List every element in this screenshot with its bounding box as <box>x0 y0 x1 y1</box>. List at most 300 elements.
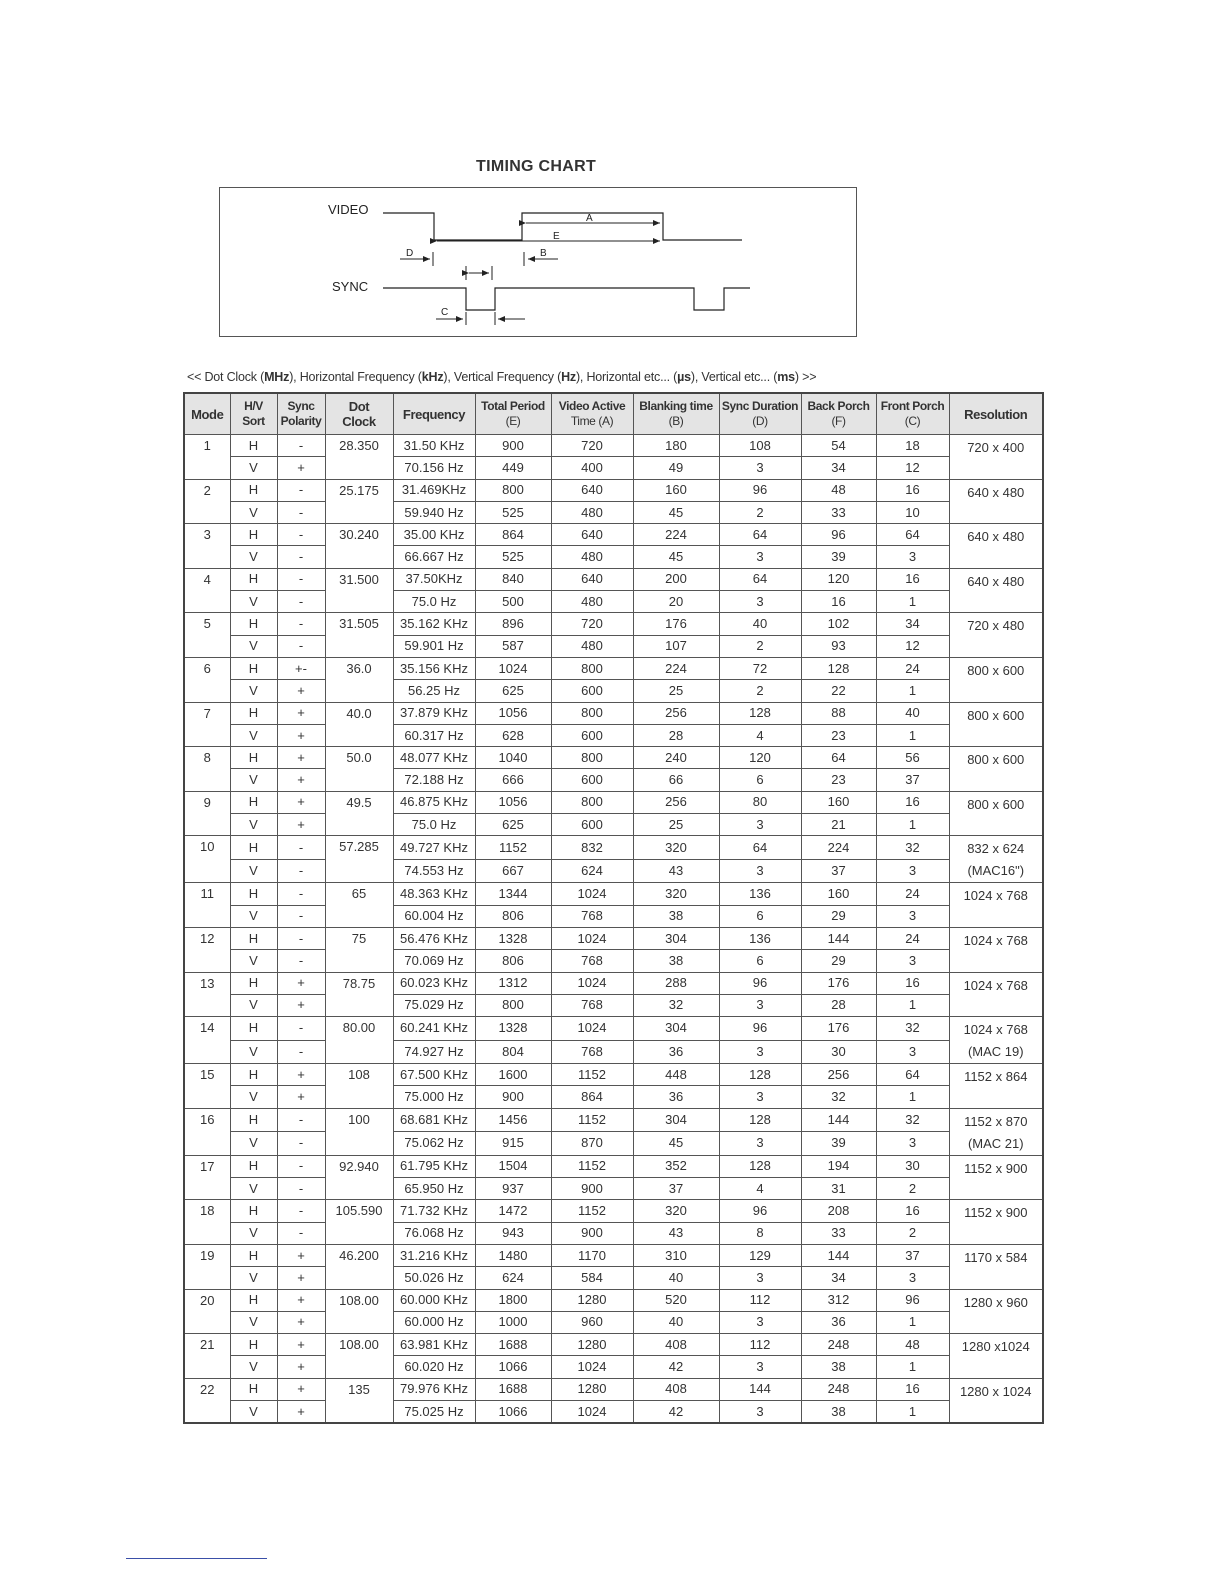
blanking-time-cell: 408 <box>633 1334 719 1356</box>
blanking-time-cell: 42 <box>633 1356 719 1378</box>
blanking-time-cell: 40 <box>633 1311 719 1333</box>
hv-sort-cell: V <box>230 814 277 836</box>
video-active-cell: 1280 <box>551 1289 633 1311</box>
header-hv-sort: H/V Sort <box>230 393 277 435</box>
sync-polarity-cell: + <box>277 1400 325 1423</box>
video-active-cell: 480 <box>551 635 633 657</box>
total-period-cell: 1066 <box>475 1400 551 1423</box>
hv-sort-cell: V <box>230 1400 277 1423</box>
back-porch-cell: 30 <box>801 1040 876 1064</box>
back-porch-cell: 22 <box>801 680 876 702</box>
blanking-time-cell: 310 <box>633 1244 719 1266</box>
dot-clock-cell: 31.500 <box>325 568 393 613</box>
blanking-time-cell: 176 <box>633 613 719 635</box>
resolution-cell <box>949 1064 1043 1109</box>
video-label: VIDEO <box>328 202 369 217</box>
blanking-time-cell: 107 <box>633 635 719 657</box>
back-porch-cell: 29 <box>801 905 876 927</box>
resolution-cell <box>949 524 1043 569</box>
total-period-cell: 1312 <box>475 972 551 994</box>
frequency-cell: 35.162 KHz <box>393 613 475 635</box>
hv-sort-cell: H <box>230 1200 277 1222</box>
sync-duration-cell: 136 <box>719 927 801 949</box>
dot-clock-cell: 31.505 <box>325 613 393 658</box>
total-period-cell: 840 <box>475 568 551 590</box>
hv-sort-cell: H <box>230 1289 277 1311</box>
resolution-line: 640 x 480 <box>967 484 1025 500</box>
mode-cell: 14 <box>184 1017 230 1064</box>
blanking-time-cell: 49 <box>633 457 719 479</box>
resolution-cell <box>949 1378 1043 1423</box>
hv-sort-cell: V <box>230 769 277 791</box>
sync-duration-cell: 6 <box>719 905 801 927</box>
video-active-cell: 1024 <box>551 1017 633 1041</box>
video-active-cell: 900 <box>551 1222 633 1244</box>
sync-duration-cell: 80 <box>719 791 801 813</box>
sync-duration-cell: 4 <box>719 724 801 746</box>
mode-cell: 4 <box>184 568 230 613</box>
front-porch-cell: 16 <box>876 479 949 501</box>
blanking-time-cell: 304 <box>633 1017 719 1041</box>
front-porch-cell: 12 <box>876 635 949 657</box>
total-period-cell: 1152 <box>475 836 551 860</box>
table-row <box>184 1244 1043 1266</box>
sync-duration-cell: 64 <box>719 524 801 546</box>
video-active-cell: 768 <box>551 994 633 1016</box>
resolution-cell <box>949 657 1043 702</box>
video-active-cell: 584 <box>551 1267 633 1289</box>
front-porch-cell: 1 <box>876 1311 949 1333</box>
resolution-line: 720 x 480 <box>967 618 1025 634</box>
back-porch-cell: 144 <box>801 927 876 949</box>
table-row <box>184 1378 1043 1400</box>
sync-polarity-cell: + <box>277 972 325 994</box>
blanking-time-cell: 25 <box>633 680 719 702</box>
back-porch-cell: 38 <box>801 1400 876 1423</box>
sync-duration-cell: 64 <box>719 568 801 590</box>
back-porch-cell: 38 <box>801 1356 876 1378</box>
front-porch-cell: 56 <box>876 747 949 769</box>
video-active-cell: 832 <box>551 836 633 860</box>
resolution-line: 1024 x 768 <box>963 977 1028 993</box>
frequency-cell: 37.50KHz <box>393 568 475 590</box>
frequency-cell: 31.50 KHz <box>393 435 475 457</box>
front-porch-cell: 3 <box>876 546 949 568</box>
sync-polarity-cell: - <box>277 435 325 457</box>
mode-cell: 2 <box>184 479 230 524</box>
blanking-time-cell: 320 <box>633 836 719 860</box>
sync-polarity-cell: + <box>277 1289 325 1311</box>
hv-sort-cell: H <box>230 1334 277 1356</box>
table-row <box>184 1108 1043 1132</box>
front-porch-cell: 2 <box>876 1222 949 1244</box>
back-porch-cell: 224 <box>801 836 876 860</box>
total-period-cell: 625 <box>475 680 551 702</box>
header-dot-clock: Dot Clock <box>325 393 393 435</box>
total-period-cell: 943 <box>475 1222 551 1244</box>
hv-sort-cell: V <box>230 1356 277 1378</box>
sync-duration-cell: 3 <box>719 1356 801 1378</box>
dot-clock-cell: 92.940 <box>325 1155 393 1200</box>
frequency-cell: 70.069 Hz <box>393 950 475 972</box>
frequency-cell: 75.029 Hz <box>393 994 475 1016</box>
sync-polarity-cell: - <box>277 859 325 883</box>
total-period-cell: 806 <box>475 950 551 972</box>
frequency-cell: 60.023 KHz <box>393 972 475 994</box>
video-active-cell: 768 <box>551 905 633 927</box>
frequency-cell: 71.732 KHz <box>393 1200 475 1222</box>
back-porch-cell: 312 <box>801 1289 876 1311</box>
video-active-cell: 1152 <box>551 1108 633 1132</box>
back-porch-cell: 96 <box>801 524 876 546</box>
dot-clock-cell: 105.590 <box>325 1200 393 1245</box>
blanking-time-cell: 160 <box>633 479 719 501</box>
back-porch-cell: 208 <box>801 1200 876 1222</box>
total-period-cell: 624 <box>475 1267 551 1289</box>
frequency-cell: 56.476 KHz <box>393 927 475 949</box>
total-period-cell: 1688 <box>475 1378 551 1400</box>
frequency-cell: 63.981 KHz <box>393 1334 475 1356</box>
front-porch-cell: 24 <box>876 883 949 905</box>
sync-duration-cell: 96 <box>719 1017 801 1041</box>
total-period-cell: 666 <box>475 769 551 791</box>
total-period-cell: 1800 <box>475 1289 551 1311</box>
video-active-cell: 1024 <box>551 883 633 905</box>
hv-sort-cell: H <box>230 613 277 635</box>
back-porch-cell: 23 <box>801 724 876 746</box>
resolution-cell <box>949 1108 1043 1155</box>
back-porch-cell: 144 <box>801 1108 876 1132</box>
sync-duration-cell: 128 <box>719 702 801 724</box>
total-period-cell: 449 <box>475 457 551 479</box>
sync-polarity-cell: + <box>277 1334 325 1356</box>
back-porch-cell: 194 <box>801 1155 876 1177</box>
total-period-cell: 525 <box>475 501 551 523</box>
front-porch-cell: 1 <box>876 591 949 613</box>
sync-duration-cell: 2 <box>719 635 801 657</box>
header-mode: Mode <box>184 393 230 435</box>
video-active-cell: 600 <box>551 724 633 746</box>
video-active-cell: 720 <box>551 613 633 635</box>
back-porch-cell: 93 <box>801 635 876 657</box>
sync-polarity-cell: - <box>277 927 325 949</box>
timing-table <box>183 392 1044 1424</box>
blanking-time-cell: 37 <box>633 1178 719 1200</box>
total-period-cell: 628 <box>475 724 551 746</box>
frequency-cell: 59.940 Hz <box>393 501 475 523</box>
mode-cell: 16 <box>184 1108 230 1155</box>
frequency-cell: 75.0 Hz <box>393 814 475 836</box>
sync-duration-cell: 129 <box>719 1244 801 1266</box>
sync-duration-cell: 3 <box>719 814 801 836</box>
resolution-cell <box>949 791 1043 836</box>
table-row <box>184 1356 1043 1378</box>
video-active-cell: 480 <box>551 591 633 613</box>
back-porch-cell: 248 <box>801 1334 876 1356</box>
sync-duration-cell: 2 <box>719 501 801 523</box>
dot-clock-cell: 28.350 <box>325 435 393 480</box>
sync-polarity-cell: + <box>277 1086 325 1108</box>
back-porch-cell: 39 <box>801 1132 876 1156</box>
sync-duration-cell: 8 <box>719 1222 801 1244</box>
blanking-time-cell: 28 <box>633 724 719 746</box>
frequency-cell: 74.927 Hz <box>393 1040 475 1064</box>
back-porch-cell: 120 <box>801 568 876 590</box>
sync-duration-cell: 108 <box>719 435 801 457</box>
blanking-time-cell: 36 <box>633 1040 719 1064</box>
video-active-cell: 720 <box>551 435 633 457</box>
hv-sort-cell: H <box>230 883 277 905</box>
resolution-cell <box>949 702 1043 747</box>
sync-polarity-cell: + <box>277 1244 325 1266</box>
table-row <box>184 457 1043 479</box>
blanking-time-cell: 38 <box>633 950 719 972</box>
video-active-cell: 1170 <box>551 1244 633 1266</box>
frequency-cell: 60.004 Hz <box>393 905 475 927</box>
blanking-time-cell: 38 <box>633 905 719 927</box>
table-row <box>184 1017 1043 1041</box>
resolution-line: 1152 x 900 <box>964 1160 1028 1176</box>
blanking-time-cell: 352 <box>633 1155 719 1177</box>
table-row <box>184 1267 1043 1289</box>
video-active-cell: 864 <box>551 1086 633 1108</box>
blanking-time-cell: 45 <box>633 546 719 568</box>
resolution-cell <box>949 1200 1043 1245</box>
table-row <box>184 814 1043 836</box>
resolution-line: 1024 x 768 <box>963 888 1028 904</box>
hv-sort-cell: V <box>230 1040 277 1064</box>
hv-sort-cell: H <box>230 791 277 813</box>
sync-polarity-cell: - <box>277 905 325 927</box>
video-active-cell: 480 <box>551 546 633 568</box>
total-period-cell: 587 <box>475 635 551 657</box>
dot-clock-cell: 78.75 <box>325 972 393 1017</box>
label-d: D <box>406 248 414 259</box>
video-active-cell: 400 <box>551 457 633 479</box>
table-row <box>184 702 1043 724</box>
total-period-cell: 915 <box>475 1132 551 1156</box>
table-row <box>184 1289 1043 1311</box>
frequency-cell: 35.156 KHz <box>393 657 475 679</box>
blanking-time-cell: 256 <box>633 791 719 813</box>
blanking-time-cell: 200 <box>633 568 719 590</box>
frequency-cell: 48.077 KHz <box>393 747 475 769</box>
front-porch-cell: 30 <box>876 1155 949 1177</box>
resolution-cell <box>949 435 1043 480</box>
dot-clock-cell: 40.0 <box>325 702 393 747</box>
sync-duration-cell: 3 <box>719 1267 801 1289</box>
hv-sort-cell: V <box>230 994 277 1016</box>
video-active-cell: 1280 <box>551 1334 633 1356</box>
hv-sort-cell: H <box>230 836 277 860</box>
header-sync-polarity: Sync Polarity <box>277 393 325 435</box>
table-row <box>184 635 1043 657</box>
table-row <box>184 1040 1043 1064</box>
sync-polarity-cell: - <box>277 546 325 568</box>
sync-polarity-cell: + <box>277 724 325 746</box>
mode-cell: 11 <box>184 883 230 928</box>
back-porch-cell: 248 <box>801 1378 876 1400</box>
sync-polarity-cell: + <box>277 1064 325 1086</box>
back-porch-cell: 29 <box>801 950 876 972</box>
frequency-cell: 67.500 KHz <box>393 1064 475 1086</box>
blanking-time-cell: 42 <box>633 1400 719 1423</box>
mode-cell: 8 <box>184 747 230 792</box>
table-row <box>184 1155 1043 1177</box>
front-porch-cell: 37 <box>876 769 949 791</box>
table-row <box>184 972 1043 994</box>
table-row <box>184 769 1043 791</box>
resolution-cell <box>949 747 1043 792</box>
mode-cell: 18 <box>184 1200 230 1245</box>
sync-polarity-cell: + <box>277 994 325 1016</box>
front-porch-cell: 3 <box>876 905 949 927</box>
total-period-cell: 525 <box>475 546 551 568</box>
sync-polarity-cell: - <box>277 568 325 590</box>
video-active-cell: 600 <box>551 814 633 836</box>
blanking-time-cell: 448 <box>633 1064 719 1086</box>
resolution-cell <box>949 836 1043 883</box>
blanking-time-cell: 45 <box>633 501 719 523</box>
total-period-cell: 1328 <box>475 927 551 949</box>
back-porch-cell: 39 <box>801 546 876 568</box>
mode-cell: 17 <box>184 1155 230 1200</box>
frequency-cell: 60.000 Hz <box>393 1311 475 1333</box>
resolution-line: 640 x 480 <box>967 529 1025 545</box>
dot-clock-cell: 135 <box>325 1378 393 1423</box>
mode-cell: 21 <box>184 1334 230 1379</box>
footnote-separator <box>126 1558 267 1559</box>
table-row <box>184 950 1043 972</box>
mode-cell: 22 <box>184 1378 230 1423</box>
frequency-cell: 79.976 KHz <box>393 1378 475 1400</box>
timing-diagram <box>219 187 857 337</box>
back-porch-cell: 160 <box>801 883 876 905</box>
mode-cell: 15 <box>184 1064 230 1109</box>
video-active-cell: 1024 <box>551 1400 633 1423</box>
front-porch-cell: 1 <box>876 994 949 1016</box>
hv-sort-cell: H <box>230 702 277 724</box>
back-porch-cell: 48 <box>801 479 876 501</box>
dot-clock-cell: 80.00 <box>325 1017 393 1064</box>
hv-sort-cell: H <box>230 657 277 679</box>
front-porch-cell: 3 <box>876 1040 949 1064</box>
total-period-cell: 1056 <box>475 791 551 813</box>
frequency-cell: 65.950 Hz <box>393 1178 475 1200</box>
dot-clock-cell: 108.00 <box>325 1289 393 1334</box>
video-active-cell: 800 <box>551 657 633 679</box>
mode-cell: 6 <box>184 657 230 702</box>
back-porch-cell: 28 <box>801 994 876 1016</box>
total-period-cell: 500 <box>475 591 551 613</box>
back-porch-cell: 33 <box>801 1222 876 1244</box>
sync-duration-cell: 6 <box>719 769 801 791</box>
hv-sort-cell: V <box>230 950 277 972</box>
blanking-time-cell: 288 <box>633 972 719 994</box>
sync-polarity-cell: - <box>277 1132 325 1156</box>
total-period-cell: 900 <box>475 435 551 457</box>
label-c: C <box>441 307 449 318</box>
video-active-cell: 1024 <box>551 1356 633 1378</box>
dot-clock-cell: 75 <box>325 927 393 972</box>
table-row <box>184 501 1043 523</box>
table-row <box>184 747 1043 769</box>
sync-polarity-cell: - <box>277 1108 325 1132</box>
table-row <box>184 1334 1043 1356</box>
blanking-time-cell: 45 <box>633 1132 719 1156</box>
sync-duration-cell: 112 <box>719 1334 801 1356</box>
video-active-cell: 900 <box>551 1178 633 1200</box>
video-active-cell: 640 <box>551 479 633 501</box>
table-row <box>184 859 1043 883</box>
video-active-cell: 600 <box>551 769 633 791</box>
resolution-line: 1152 x 864 <box>964 1069 1028 1085</box>
front-porch-cell: 1 <box>876 1356 949 1378</box>
units-note: << Dot Clock (MHz), Horizontal Frequency (kHz), Vertical Frequency (Hz), Horizontal etc... (µs), Vertical etc... (ms) >> <box>187 370 817 384</box>
sync-duration-cell: 3 <box>719 1311 801 1333</box>
sync-polarity-cell: - <box>277 883 325 905</box>
front-porch-cell: 48 <box>876 1334 949 1356</box>
frequency-cell: 60.020 Hz <box>393 1356 475 1378</box>
resolution-line: 1280 x1024 <box>961 1339 1030 1355</box>
video-active-cell: 1152 <box>551 1155 633 1177</box>
hv-sort-cell: H <box>230 927 277 949</box>
frequency-cell: 76.068 Hz <box>393 1222 475 1244</box>
table-row <box>184 1064 1043 1086</box>
blanking-time-cell: 304 <box>633 927 719 949</box>
sync-duration-cell: 3 <box>719 859 801 883</box>
header-total-period: Total Period (E) <box>475 393 551 435</box>
table-row <box>184 724 1043 746</box>
frequency-cell: 48.363 KHz <box>393 883 475 905</box>
resolution-line: (MAC 21) <box>967 1135 1024 1151</box>
resolution-line: 800 x 600 <box>967 662 1025 678</box>
table-row <box>184 591 1043 613</box>
sync-polarity-cell: + <box>277 702 325 724</box>
back-porch-cell: 16 <box>801 591 876 613</box>
table-header-row <box>184 393 1043 435</box>
sync-polarity-cell: - <box>277 479 325 501</box>
frequency-cell: 60.317 Hz <box>393 724 475 746</box>
mode-cell: 20 <box>184 1289 230 1334</box>
hv-sort-cell: V <box>230 905 277 927</box>
blanking-time-cell: 36 <box>633 1086 719 1108</box>
sync-polarity-cell: + <box>277 1378 325 1400</box>
table-row <box>184 883 1043 905</box>
sync-label: SYNC <box>332 279 369 294</box>
sync-polarity-cell: +- <box>277 657 325 679</box>
total-period-cell: 667 <box>475 859 551 883</box>
front-porch-cell: 32 <box>876 1017 949 1041</box>
sync-duration-cell: 96 <box>719 479 801 501</box>
sync-duration-cell: 6 <box>719 950 801 972</box>
table-row <box>184 613 1043 635</box>
video-active-cell: 800 <box>551 791 633 813</box>
hv-sort-cell: V <box>230 859 277 883</box>
hv-sort-cell: H <box>230 1378 277 1400</box>
table-row <box>184 1311 1043 1333</box>
front-porch-cell: 1 <box>876 724 949 746</box>
sync-duration-cell: 3 <box>719 994 801 1016</box>
sync-polarity-cell: + <box>277 1311 325 1333</box>
sync-polarity-cell: - <box>277 501 325 523</box>
resolution-line: 800 x 600 <box>967 752 1025 768</box>
frequency-cell: 74.553 Hz <box>393 859 475 883</box>
mode-cell: 12 <box>184 927 230 972</box>
back-porch-cell: 37 <box>801 859 876 883</box>
sync-duration-cell: 40 <box>719 613 801 635</box>
video-active-cell: 1152 <box>551 1200 633 1222</box>
